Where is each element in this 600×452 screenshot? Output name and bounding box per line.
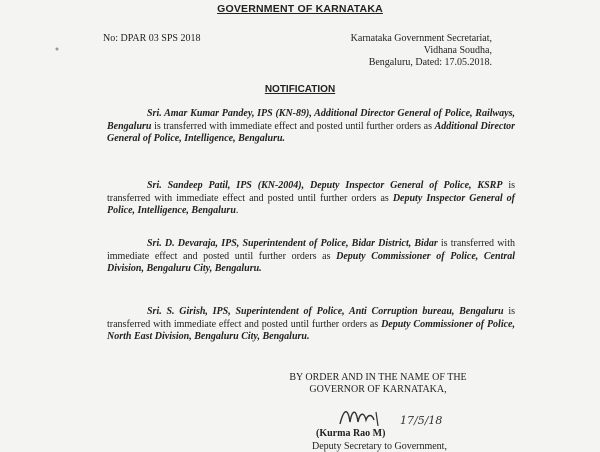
posting-name: Deputy Commissioner of Police, Central Division, Bengaluru City, Bengaluru. [107, 250, 515, 274]
transfer-text: is transferred with immediate effect and posted until further orders as [107, 306, 516, 330]
transfer-text: is transferred with immediate effect and posted until further orders as [107, 180, 516, 204]
signatory-designation: Deputy Secretary to Government, [312, 441, 447, 452]
transfer-paragraph [107, 108, 515, 146]
posting-name: Deputy Commissioner of Police, North East Division, Bengaluru City, Bengaluru. [107, 318, 515, 342]
order-line-1: BY ORDER AND IN THE NAME OF THE [289, 372, 467, 383]
signature-date: 17/5/18 [400, 414, 443, 427]
office-address [351, 33, 492, 69]
transfer-paragraph [107, 238, 515, 276]
margin-mark-icon [53, 45, 61, 53]
officer-name: Sri. D. Devaraja, IPS, Superintendent of Police, Bidar District, Bidar [147, 238, 438, 249]
posting-name: Deputy Inspector General of Police, Intelligence, Bengaluru [107, 192, 515, 216]
order-statement [253, 372, 503, 396]
transfer-paragraph [107, 180, 515, 218]
officer-name: Sri. S. Girish, IPS, Superintendent of Police, Anti Corruption bureau, Bengaluru [147, 306, 504, 317]
transfer-paragraph [107, 306, 515, 344]
document-header: GOVERNMENT OF KARNATAKA [217, 3, 383, 15]
order-line-2: GOVERNOR OF KARNATAKA, [309, 384, 447, 395]
notification-title: NOTIFICATION [264, 84, 336, 95]
signatory-name: (Kurma Rao M) [316, 428, 386, 439]
transfer-text: is transferred with immediate effect and posted until further orders as [151, 120, 435, 132]
reference-number: No: DPAR 03 SPS 2018 [103, 33, 201, 44]
paragraph-tail: . [235, 205, 239, 216]
officer-name: Sri. Sandeep Patil, IPS (KN-2004), Deputy Inspector General of Police, KSRP [147, 180, 503, 191]
office-line-1: Karnataka Government Secretariat, [350, 33, 492, 44]
transfer-text: is transferred with immediate effect and posted until further orders as [107, 238, 515, 262]
officer-name: Sri. Amar Kumar Pandey, IPS (KN-89), Additional Director General of Police, Railways, Bengaluru [107, 108, 515, 132]
office-line-3: Bengaluru, Dated: 17.05.2018. [368, 57, 492, 68]
posting-name: Additional Director General of Police, Intelligence, Bengaluru. [107, 120, 515, 144]
office-line-2: Vidhana Soudha, [423, 45, 492, 56]
